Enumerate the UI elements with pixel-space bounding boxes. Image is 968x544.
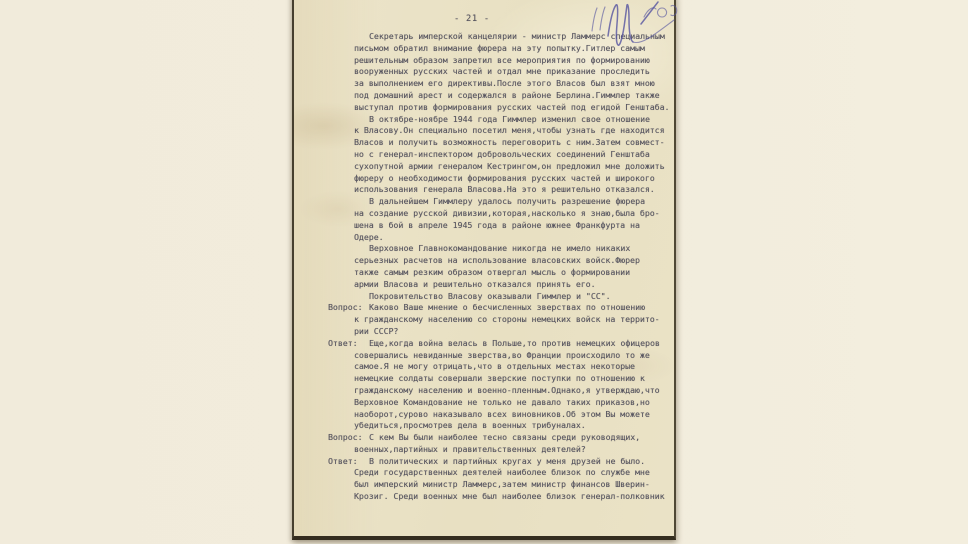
text-line: Каково Ваше мнение о бесчисленных зверствах по отношению (369, 302, 646, 313)
text-line: Власов и получить возможность переговорить с ним.Затем совмест- (354, 137, 665, 148)
text-line: шена в бой в апреле 1945 года в районе южнее Франкфурта на (354, 219, 640, 230)
text-line: на создание русской дивизии,которая,насколько я знаю,была бро- (354, 207, 660, 218)
text-line: В дальнейшем Гиммлеру удалось получить разрешение фюрера (369, 196, 646, 207)
text-line: Покровительство Власову оказывали Гиммлер и "СС". (369, 290, 611, 301)
text-line: С кем Вы были наиболее тесно связаны среди руководящих, (369, 432, 641, 443)
text-line: Верховное Главнокомандование никогда не имело никаких (369, 243, 631, 254)
answer-block (328, 337, 670, 432)
text-line: был имперский министр Ламмерс,затем министр финансов Шверин- (354, 479, 650, 490)
document-page (292, 0, 676, 540)
paragraph-block (354, 114, 670, 197)
answer-block (328, 455, 670, 503)
text-line: но с генерал-инспектором добровольческих соединений Генштаба (354, 148, 650, 159)
text-line: совершались невиданные зверства,во Франции происходило то же (354, 349, 650, 360)
text-line: немецкие солдаты совершали зверские поступки по отношению к (354, 373, 645, 384)
answer-label: Ответ: (328, 455, 358, 466)
text-line: письмом обратил внимание фюрера на эту попытку.Гитлер самым (354, 42, 645, 53)
question-label: Вопрос: (328, 302, 363, 313)
text-line: гражданскому населению и военно-пленным.Однако,я утверждаю,что (354, 384, 660, 395)
paragraph-block (354, 291, 670, 303)
typewritten-text (328, 31, 670, 503)
question-block (328, 302, 670, 337)
text-line: армии Власова и решительно отказался принять его. (354, 278, 596, 289)
text-line: использования генерала Власова.На это я решительно отказался. (354, 184, 655, 195)
text-line: вооруженных русских частей и отдал мне приказание проследить (354, 66, 650, 77)
text-line: серьезных расчетов на использование власовских войск.Фюрер (354, 255, 640, 266)
page-number: - 21 - (454, 14, 490, 24)
text-line: наоборот,сурово наказывало всех виновников.Об этом Вы можете (354, 408, 650, 419)
text-line: убедиться,просмотрев дела в военных трибуналах. (354, 420, 586, 431)
text-line: за выполнением его директивы.После этого Власов был взят мною (354, 78, 655, 89)
text-line: выступал против формирования русских частей под егидой Генштаба. (354, 101, 670, 112)
question-label: Вопрос: (328, 432, 363, 443)
answer-label: Ответ: (328, 337, 358, 348)
text-line: Крозиг. Среди военных мне был наиболее близок генерал-полковник (354, 491, 665, 502)
text-line: самое.Я не могу отрицать,что в отдельных местах некоторые (354, 361, 635, 372)
text-line: к гражданскому населению со стороны немецких войск на террито- (354, 314, 660, 325)
text-line: сухопутной армии генералом Кестрингом,он предложил мне доложить (354, 160, 665, 171)
question-block (328, 432, 670, 456)
text-line: В октябре-ноябре 1944 года Гиммлер изменил свое отношение (369, 113, 650, 124)
text-line: военных,партийных и правительственных деятелей? (354, 443, 586, 454)
text-line: В политических и партийных кругах у меня друзей не было. (369, 455, 646, 466)
text-line: рии СССР? (354, 325, 399, 336)
paragraph-block (354, 243, 670, 290)
handwritten-ink-mark (584, 0, 680, 52)
text-line: Среди государственных деятелей наиболее близок по службе мне (354, 467, 650, 478)
text-line: Еще,когда война велась в Польше,то против немецких офицеров (369, 337, 660, 348)
text-line: фюреру о необходимости формирования русских частей и широкого (354, 172, 655, 183)
text-line: Верховное Командование не только не давало таких приказов,но (354, 396, 650, 407)
text-line: Одере. (354, 231, 384, 242)
text-line: Секретарь имперской канцелярии - министр Ламмерс специальным (369, 31, 665, 41)
text-line: к Власову.Он специально посетил меня,чтобы узнать где находится (354, 125, 665, 136)
text-line: также самым резким образом отвергал мысль о формировании (354, 266, 631, 277)
paragraph-block (354, 196, 670, 243)
text-line: решительным образом запретил все мероприятия по формированию (354, 54, 650, 65)
text-line: под домашний арест и содержался в районе Берлина.Гиммлер также (354, 89, 660, 100)
